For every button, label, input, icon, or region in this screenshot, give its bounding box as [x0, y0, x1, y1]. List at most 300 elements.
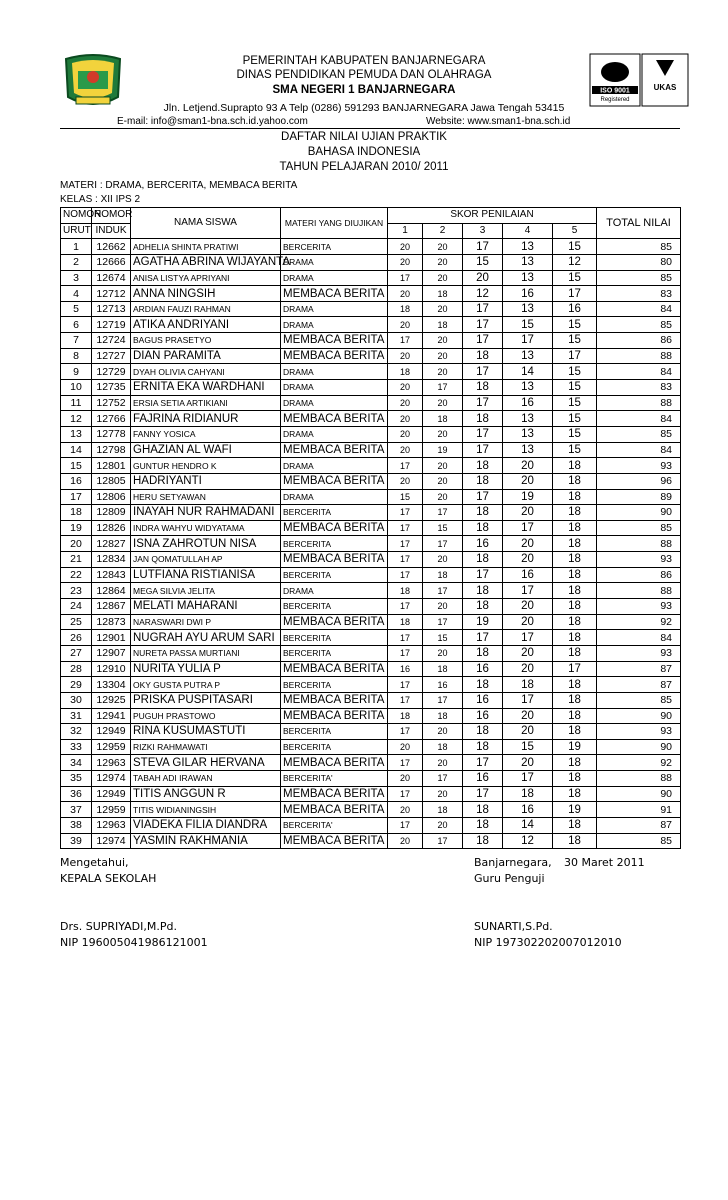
row-nama: HADRIYANTI — [131, 473, 281, 489]
row-total: 84 — [597, 411, 681, 427]
row-materi: MEMBACA BERITA — [281, 692, 388, 708]
row-induk: 12941 — [92, 708, 131, 724]
row-skor-2: 20 — [423, 395, 463, 411]
row-total: 88 — [597, 771, 681, 787]
row-nama: JAN QOMATULLAH AP — [131, 552, 281, 568]
row-urut: 24 — [61, 599, 92, 615]
row-total: 84 — [597, 301, 681, 317]
row-urut: 17 — [61, 489, 92, 505]
row-urut: 11 — [61, 395, 92, 411]
header-skor-2: 2 — [423, 223, 463, 239]
row-nama: ERSIA SETIA ARTIKIANI — [131, 395, 281, 411]
row-materi: BERCERITA' — [281, 817, 388, 833]
row-skor-3: 17 — [463, 364, 503, 380]
row-materi: MEMBACA BERITA — [281, 802, 388, 818]
row-skor-5: 17 — [553, 661, 597, 677]
table-row — [61, 364, 681, 380]
row-skor-5: 15 — [553, 426, 597, 442]
row-skor-2: 20 — [423, 364, 463, 380]
iso-sub-label: Registered — [600, 97, 630, 103]
row-skor-2: 18 — [423, 802, 463, 818]
row-skor-4: 13 — [503, 380, 553, 396]
row-urut: 19 — [61, 520, 92, 536]
row-skor-5: 18 — [553, 520, 597, 536]
row-skor-3: 18 — [463, 724, 503, 740]
row-urut: 16 — [61, 473, 92, 489]
row-skor-1: 20 — [388, 411, 423, 427]
row-materi: DRAMA — [281, 301, 388, 317]
row-skor-2: 19 — [423, 442, 463, 458]
row-skor-3: 17 — [463, 630, 503, 646]
row-materi: MEMBACA BERITA — [281, 411, 388, 427]
row-total: 90 — [597, 739, 681, 755]
header-line2: DINAS PENDIDIKAN PEMUDA DAN OLAHRAGA — [236, 69, 492, 81]
row-urut: 29 — [61, 677, 92, 693]
row-induk: 12735 — [92, 380, 131, 396]
row-materi: DRAMA — [281, 489, 388, 505]
row-skor-5: 18 — [553, 692, 597, 708]
row-skor-1: 20 — [388, 833, 423, 849]
row-materi: BERCERITA — [281, 677, 388, 693]
row-skor-5: 17 — [553, 348, 597, 364]
row-skor-5: 15 — [553, 333, 597, 349]
row-skor-4: 20 — [503, 599, 553, 615]
row-skor-3: 18 — [463, 817, 503, 833]
row-skor-3: 18 — [463, 583, 503, 599]
header-skor-3: 3 — [463, 223, 503, 239]
row-skor-2: 20 — [423, 786, 463, 802]
table-row — [61, 270, 681, 286]
row-nama: ANNA NINGSIH — [131, 286, 281, 302]
row-skor-2: 17 — [423, 380, 463, 396]
row-induk: 12766 — [92, 411, 131, 427]
table-row — [61, 802, 681, 818]
row-nama: RINA KUSUMASTUTI — [131, 724, 281, 740]
row-urut: 14 — [61, 442, 92, 458]
row-skor-5: 18 — [553, 833, 597, 849]
row-skor-1: 20 — [388, 395, 423, 411]
row-skor-3: 17 — [463, 442, 503, 458]
row-skor-1: 17 — [388, 270, 423, 286]
row-skor-5: 18 — [553, 552, 597, 568]
table-row — [61, 630, 681, 646]
row-total: 84 — [597, 442, 681, 458]
row-skor-5: 18 — [553, 645, 597, 661]
row-materi: BERCERITA — [281, 505, 388, 521]
row-skor-1: 20 — [388, 771, 423, 787]
row-induk: 12798 — [92, 442, 131, 458]
row-induk: 12806 — [92, 489, 131, 505]
row-skor-5: 16 — [553, 301, 597, 317]
row-total: 80 — [597, 254, 681, 270]
row-skor-5: 19 — [553, 739, 597, 755]
row-skor-2: 20 — [423, 817, 463, 833]
row-materi: BERCERITA — [281, 599, 388, 615]
row-nama: MELATI MAHARANI — [131, 599, 281, 615]
header-nomor-urut: NOMOR — [61, 208, 92, 224]
row-skor-5: 18 — [553, 817, 597, 833]
row-induk: 12864 — [92, 583, 131, 599]
row-nama: DYAH OLIVIA CAHYANI — [131, 364, 281, 380]
row-skor-1: 18 — [388, 583, 423, 599]
row-skor-3: 17 — [463, 786, 503, 802]
row-skor-4: 13 — [503, 442, 553, 458]
row-skor-5: 15 — [553, 442, 597, 458]
header-skor-1: 1 — [388, 223, 423, 239]
table-row — [61, 411, 681, 427]
row-skor-1: 17 — [388, 599, 423, 615]
row-urut: 33 — [61, 739, 92, 755]
row-urut: 23 — [61, 583, 92, 599]
row-skor-3: 15 — [463, 254, 503, 270]
header-induk: INDUK — [92, 223, 131, 239]
row-skor-3: 17 — [463, 395, 503, 411]
row-materi: MEMBACA BERITA — [281, 614, 388, 630]
row-materi: MEMBACA BERITA — [281, 833, 388, 849]
table-row — [61, 442, 681, 458]
row-skor-1: 17 — [388, 567, 423, 583]
row-nama: TITIS ANGGUN R — [131, 786, 281, 802]
row-nama: AGATHA ABRINA WIJAYANTA — [131, 254, 281, 270]
row-skor-2: 17 — [423, 692, 463, 708]
row-total: 90 — [597, 708, 681, 724]
row-nama: GHAZIAN AL WAFI — [131, 442, 281, 458]
row-urut: 10 — [61, 380, 92, 396]
row-skor-4: 14 — [503, 364, 553, 380]
row-total: 93 — [597, 724, 681, 740]
row-skor-4: 17 — [503, 520, 553, 536]
row-materi: BERCERITA — [281, 739, 388, 755]
row-skor-5: 18 — [553, 614, 597, 630]
row-skor-3: 12 — [463, 286, 503, 302]
row-skor-4: 13 — [503, 301, 553, 317]
row-nama: TITIS WIDIANINGSIH — [131, 802, 281, 818]
row-materi: MEMBACA BERITA — [281, 708, 388, 724]
row-nama: LUTFIANA RISTIANISA — [131, 567, 281, 583]
row-skor-1: 20 — [388, 739, 423, 755]
row-urut: 38 — [61, 817, 92, 833]
row-skor-1: 18 — [388, 708, 423, 724]
row-skor-3: 18 — [463, 677, 503, 693]
row-skor-4: 18 — [503, 786, 553, 802]
row-skor-3: 19 — [463, 614, 503, 630]
table-row — [61, 489, 681, 505]
row-urut: 27 — [61, 645, 92, 661]
row-induk: 12752 — [92, 395, 131, 411]
row-skor-2: 20 — [423, 552, 463, 568]
row-skor-3: 18 — [463, 552, 503, 568]
row-induk: 12974 — [92, 771, 131, 787]
row-induk: 12805 — [92, 473, 131, 489]
row-total: 96 — [597, 473, 681, 489]
row-urut: 30 — [61, 692, 92, 708]
row-skor-2: 20 — [423, 645, 463, 661]
row-skor-4: 20 — [503, 473, 553, 489]
table-row — [61, 739, 681, 755]
row-skor-2: 15 — [423, 520, 463, 536]
row-urut: 4 — [61, 286, 92, 302]
row-urut: 18 — [61, 505, 92, 521]
row-skor-4: 17 — [503, 771, 553, 787]
row-induk: 12959 — [92, 802, 131, 818]
row-skor-2: 20 — [423, 755, 463, 771]
row-skor-5: 18 — [553, 489, 597, 505]
row-materi: MEMBACA BERITA — [281, 473, 388, 489]
row-nama: BAGUS PRASETYO — [131, 333, 281, 349]
row-skor-3: 18 — [463, 505, 503, 521]
row-urut: 2 — [61, 254, 92, 270]
row-skor-2: 17 — [423, 583, 463, 599]
row-skor-1: 18 — [388, 301, 423, 317]
grades-table-body — [61, 239, 681, 849]
row-skor-2: 15 — [423, 630, 463, 646]
header-email: E-mail: info@sman1-bna.sch.id.yahoo.com — [117, 116, 308, 127]
row-skor-3: 18 — [463, 380, 503, 396]
row-skor-2: 20 — [423, 473, 463, 489]
guru-penguji-nip: NIP 197302202007012010 — [474, 936, 622, 949]
row-skor-5: 15 — [553, 380, 597, 396]
row-skor-4: 16 — [503, 286, 553, 302]
row-skor-5: 15 — [553, 395, 597, 411]
guru-penguji-label: Guru Penguji — [474, 872, 545, 885]
row-nama: STEVA GILAR HERVANA — [131, 755, 281, 771]
table-row — [61, 552, 681, 568]
row-materi: MEMBACA BERITA — [281, 552, 388, 568]
row-skor-2: 20 — [423, 239, 463, 255]
row-skor-2: 20 — [423, 724, 463, 740]
table-row — [61, 301, 681, 317]
row-nama: HERU SETYAWAN — [131, 489, 281, 505]
kepala-sekolah-label: KEPALA SEKOLAH — [60, 872, 157, 885]
row-nama: TABAH ADI IRAWAN — [131, 771, 281, 787]
row-materi: DRAMA — [281, 254, 388, 270]
row-skor-5: 15 — [553, 317, 597, 333]
row-nama: RIZKI RAHMAWATI — [131, 739, 281, 755]
row-total: 90 — [597, 786, 681, 802]
row-skor-4: 20 — [503, 755, 553, 771]
row-skor-2: 17 — [423, 505, 463, 521]
row-induk: 12901 — [92, 630, 131, 646]
row-skor-2: 18 — [423, 708, 463, 724]
row-skor-3: 17 — [463, 489, 503, 505]
row-skor-3: 17 — [463, 317, 503, 333]
kepala-sekolah-name: Drs. SUPRIYADI,M.Pd. — [60, 920, 177, 933]
row-total: 90 — [597, 505, 681, 521]
table-row — [61, 333, 681, 349]
table-row — [61, 286, 681, 302]
row-materi: MEMBACA BERITA — [281, 755, 388, 771]
row-skor-5: 15 — [553, 239, 597, 255]
row-materi: DRAMA — [281, 380, 388, 396]
row-materi: MEMBACA BERITA — [281, 348, 388, 364]
row-skor-3: 17 — [463, 426, 503, 442]
row-skor-4: 18 — [503, 677, 553, 693]
row-nama: FAJRINA RIDIANUR — [131, 411, 281, 427]
table-row — [61, 599, 681, 615]
row-skor-5: 18 — [553, 599, 597, 615]
row-total: 93 — [597, 645, 681, 661]
row-induk: 12727 — [92, 348, 131, 364]
kepala-sekolah-nip: NIP 196005041986121001 — [60, 936, 208, 949]
row-urut: 34 — [61, 755, 92, 771]
row-induk: 12873 — [92, 614, 131, 630]
header-line1: PEMERINTAH KABUPATEN BANJARNEGARA — [242, 55, 486, 67]
row-total: 85 — [597, 833, 681, 849]
row-materi: BERCERITA — [281, 567, 388, 583]
header-line3: SMA NEGERI 1 BANJARNEGARA — [272, 84, 456, 96]
row-skor-1: 17 — [388, 520, 423, 536]
row-induk: 12674 — [92, 270, 131, 286]
header-nomor-induk: NOMOR — [92, 208, 131, 224]
row-induk: 12963 — [92, 755, 131, 771]
row-total: 86 — [597, 333, 681, 349]
row-urut: 20 — [61, 536, 92, 552]
row-skor-5: 18 — [553, 583, 597, 599]
date-label: 30 Maret 2011 — [564, 856, 645, 869]
row-induk: 12907 — [92, 645, 131, 661]
row-urut: 28 — [61, 661, 92, 677]
row-skor-1: 17 — [388, 505, 423, 521]
row-skor-5: 18 — [553, 567, 597, 583]
row-materi: DRAMA — [281, 317, 388, 333]
row-nama: ISNA ZAHROTUN NISA — [131, 536, 281, 552]
row-skor-5: 18 — [553, 458, 597, 474]
row-materi: BERCERITA — [281, 645, 388, 661]
title-line1: DAFTAR NILAI UJIAN PRAKTIK — [281, 131, 447, 143]
row-nama: YASMIN RAKHMANIA — [131, 833, 281, 849]
row-materi: DRAMA — [281, 364, 388, 380]
row-materi: MEMBACA BERITA — [281, 661, 388, 677]
row-skor-4: 16 — [503, 567, 553, 583]
table-row — [61, 426, 681, 442]
row-materi: BERCERITA — [281, 536, 388, 552]
header-skor-4: 4 — [503, 223, 553, 239]
row-nama: OKY GUSTA PUTRA P — [131, 677, 281, 693]
row-skor-3: 17 — [463, 239, 503, 255]
row-skor-1: 20 — [388, 254, 423, 270]
row-induk: 12949 — [92, 786, 131, 802]
row-skor-4: 20 — [503, 614, 553, 630]
row-skor-1: 18 — [388, 614, 423, 630]
table-row — [61, 473, 681, 489]
row-materi: BERCERITA — [281, 239, 388, 255]
row-skor-4: 13 — [503, 348, 553, 364]
table-row — [61, 380, 681, 396]
table-row — [61, 786, 681, 802]
iso-label: ISO 9001 — [600, 87, 630, 95]
row-total: 83 — [597, 286, 681, 302]
row-skor-1: 20 — [388, 286, 423, 302]
row-skor-1: 20 — [388, 317, 423, 333]
row-total: 84 — [597, 630, 681, 646]
header-skor-penilaian: SKOR PENILAIAN — [388, 208, 597, 224]
row-skor-1: 17 — [388, 630, 423, 646]
row-skor-1: 17 — [388, 692, 423, 708]
row-skor-3: 18 — [463, 645, 503, 661]
row-urut: 3 — [61, 270, 92, 286]
row-skor-4: 13 — [503, 239, 553, 255]
row-skor-1: 17 — [388, 817, 423, 833]
row-skor-4: 16 — [503, 395, 553, 411]
row-total: 87 — [597, 661, 681, 677]
row-skor-4: 17 — [503, 333, 553, 349]
row-materi: DRAMA — [281, 270, 388, 286]
row-induk: 12834 — [92, 552, 131, 568]
row-urut: 31 — [61, 708, 92, 724]
table-row — [61, 771, 681, 787]
row-materi: DRAMA — [281, 458, 388, 474]
row-materi: BERCERITA — [281, 630, 388, 646]
row-nama: ANISA LISTYA APRIYANI — [131, 270, 281, 286]
row-induk: 12826 — [92, 520, 131, 536]
row-skor-5: 15 — [553, 270, 597, 286]
row-skor-4: 13 — [503, 254, 553, 270]
row-total: 86 — [597, 567, 681, 583]
table-row — [61, 817, 681, 833]
row-urut: 15 — [61, 458, 92, 474]
row-total: 85 — [597, 270, 681, 286]
row-urut: 39 — [61, 833, 92, 849]
row-skor-4: 15 — [503, 739, 553, 755]
row-skor-1: 20 — [388, 348, 423, 364]
row-total: 85 — [597, 426, 681, 442]
row-induk: 12719 — [92, 317, 131, 333]
table-row — [61, 614, 681, 630]
guru-penguji-name: SUNARTI,S.Pd. — [474, 920, 553, 933]
row-skor-2: 18 — [423, 661, 463, 677]
row-skor-4: 16 — [503, 802, 553, 818]
title-line2: BAHASA INDONESIA — [307, 146, 421, 158]
row-skor-4: 13 — [503, 426, 553, 442]
row-induk: 12910 — [92, 661, 131, 677]
row-skor-2: 18 — [423, 739, 463, 755]
table-row — [61, 505, 681, 521]
row-skor-4: 17 — [503, 630, 553, 646]
row-urut: 13 — [61, 426, 92, 442]
row-induk: 12809 — [92, 505, 131, 521]
row-induk: 12843 — [92, 567, 131, 583]
row-skor-3: 17 — [463, 333, 503, 349]
row-induk: 12963 — [92, 817, 131, 833]
row-skor-3: 18 — [463, 411, 503, 427]
row-skor-4: 13 — [503, 411, 553, 427]
row-total: 88 — [597, 348, 681, 364]
row-skor-4: 17 — [503, 692, 553, 708]
row-skor-5: 18 — [553, 473, 597, 489]
table-row — [61, 583, 681, 599]
row-skor-2: 18 — [423, 567, 463, 583]
row-total: 93 — [597, 599, 681, 615]
row-skor-2: 17 — [423, 536, 463, 552]
row-nama: INAYAH NUR RAHMADANI — [131, 505, 281, 521]
row-skor-1: 17 — [388, 724, 423, 740]
row-skor-2: 17 — [423, 771, 463, 787]
row-skor-4: 20 — [503, 724, 553, 740]
table-row — [61, 254, 681, 270]
row-skor-1: 17 — [388, 536, 423, 552]
row-skor-4: 20 — [503, 552, 553, 568]
row-skor-2: 20 — [423, 333, 463, 349]
row-skor-4: 20 — [503, 708, 553, 724]
row-skor-4: 20 — [503, 536, 553, 552]
row-skor-3: 17 — [463, 301, 503, 317]
row-materi: BERCERITA' — [281, 771, 388, 787]
row-materi: BERCERITA — [281, 724, 388, 740]
row-nama: NURETA PASSA MURTIANI — [131, 645, 281, 661]
row-skor-5: 18 — [553, 771, 597, 787]
row-skor-1: 17 — [388, 786, 423, 802]
row-skor-1: 17 — [388, 458, 423, 474]
